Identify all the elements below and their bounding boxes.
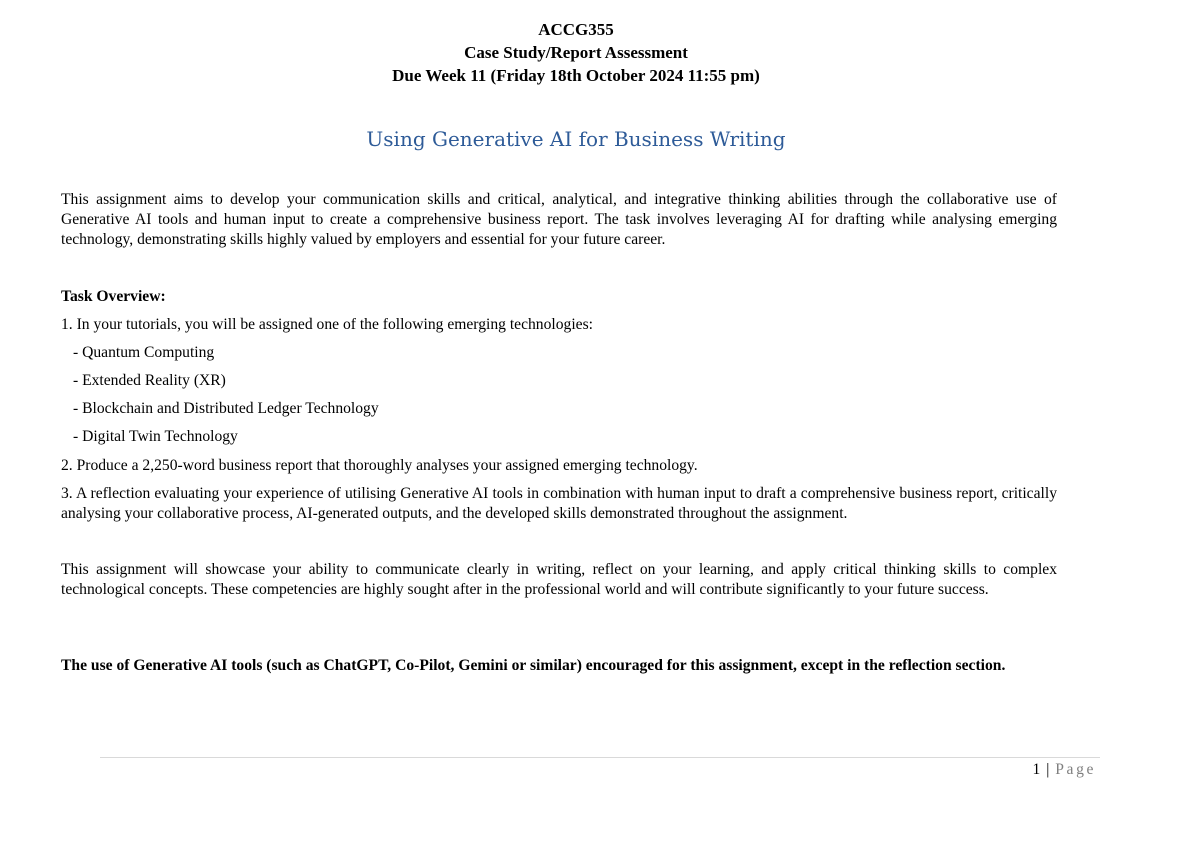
task-overview-heading: Task Overview: xyxy=(61,288,166,305)
ai-notice: The use of Generative AI tools (such as ChatGPT, Co-Pilot, Gemini or similar) encouraged for this assignment, except in the reflection section. xyxy=(61,657,1006,674)
footer-separator: | xyxy=(1046,761,1050,778)
page-footer xyxy=(1033,760,1096,780)
showcase-paragraph: This assignment will showcase your ability to communicate clearly in writing, reflect on your learning, and apply critical thinking skills to complex technological concepts. These competencies are highly sought after in the professional world and will contribute significantly to your future success. xyxy=(61,561,1057,598)
technology-item-digital-twin: - Digital Twin Technology xyxy=(73,428,238,445)
technology-item-quantum: - Quantum Computing xyxy=(73,344,215,361)
intro-paragraph: This assignment aims to develop your communication skills and critical, analytical, and integrative thinking abilities through the collaborative use of Generative AI tools and human input to create a comprehensive business report. The task involves leveraging AI for drafting while analysing emerging technology, demonstrating skills highly valued by employers and essential for your future career. xyxy=(61,191,1057,248)
page-number: 1 xyxy=(1032,761,1041,778)
task-item-2: 2. Produce a 2,250-word business report that thoroughly analyses your assigned emerging technology. xyxy=(61,457,698,474)
task-item-1: 1. In your tutorials, you will be assigned one of the following emerging technologies: xyxy=(61,316,593,333)
document-header xyxy=(0,18,1152,87)
task-item-3: 3. A reflection evaluating your experience of utilising Generative AI tools in combination with human input to draft a comprehensive business report, critically analysing your collaborative process, AI-generated outputs, and the developed skills demonstrated throughout the assignment. xyxy=(61,485,1057,522)
page-label: Page xyxy=(1055,761,1096,778)
technology-item-xr: - Extended Reality (XR) xyxy=(73,372,226,389)
course-code: ACCG355 xyxy=(538,20,614,39)
assessment-type: Case Study/Report Assessment xyxy=(464,43,688,62)
technology-item-blockchain: - Blockchain and Distributed Ledger Technology xyxy=(73,400,379,417)
footer-divider xyxy=(100,757,1100,758)
document-title: Using Generative AI for Business Writing xyxy=(366,127,786,151)
due-date: Due Week 11 (Friday 18th October 2024 11:55 pm) xyxy=(392,66,760,85)
